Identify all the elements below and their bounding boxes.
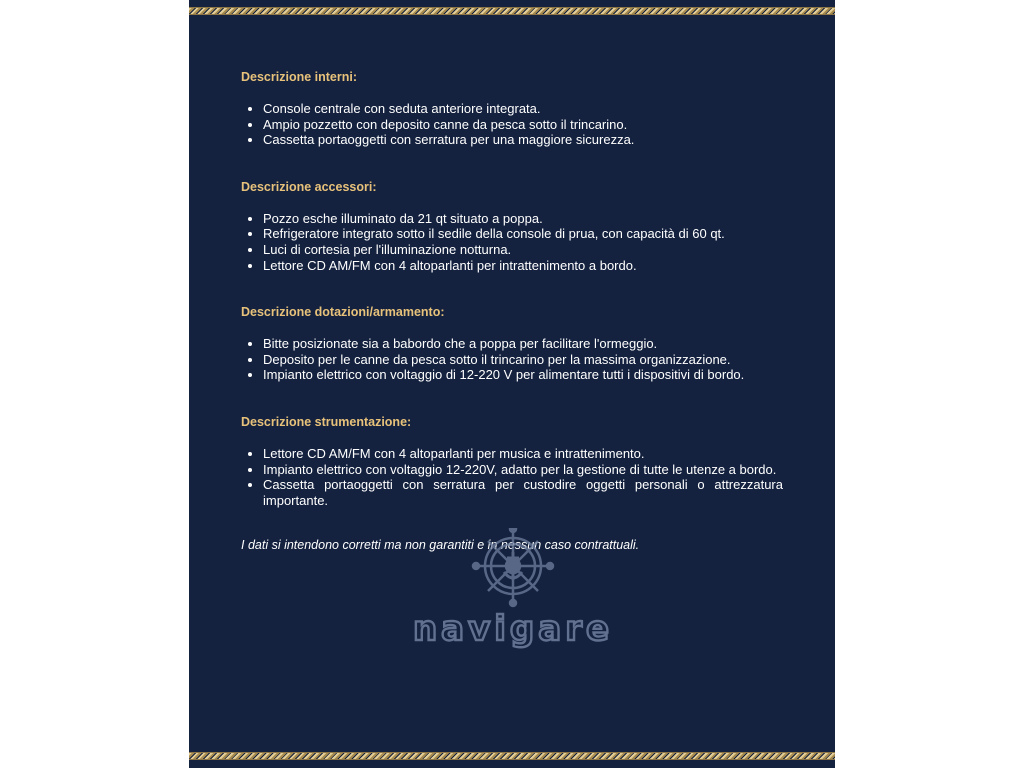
section-heading: Descrizione accessori:: [241, 179, 377, 194]
section-accessori: [241, 178, 783, 273]
list-item: • Deposito per le canne da pesca sotto il trincarino per la massima organizzazione.: [263, 352, 783, 368]
list-item: • Lettore CD AM/FM con 4 altoparlanti per intrattenimento a bordo.: [263, 258, 783, 274]
list-item: • Luci di cortesia per l'illuminazione notturna.: [263, 242, 783, 258]
list-item: • Ampio pozzetto con deposito canne da pesca sotto il trincarino.: [263, 117, 783, 133]
disclaimer: I dati si intendono corretti ma non garantiti e in nessun caso contrattuali.: [241, 538, 640, 553]
section-dotazioni: [241, 303, 783, 383]
ship-wheel-anchor-icon: [473, 528, 553, 606]
section-heading: Descrizione dotazioni/armamento:: [241, 305, 445, 320]
document-content: [241, 68, 783, 566]
item-list: [241, 446, 783, 508]
section-heading: Descrizione strumentazione:: [241, 414, 412, 429]
list-item: • Console centrale con seduta anteriore integrata.: [263, 101, 783, 117]
watermark-text: navigare: [412, 609, 614, 649]
list-item: • Cassetta portaoggetti con serratura per una maggiore sicurezza.: [263, 132, 783, 148]
navigare-watermark: [363, 528, 663, 653]
item-list: [241, 101, 783, 148]
list-item: • Pozzo esche illuminato da 21 qt situato a poppa.: [263, 211, 783, 227]
section-interni: [241, 68, 783, 148]
list-item: • Bitte posizionate sia a babordo che a poppa per facilitare l'ormeggio.: [263, 336, 783, 352]
list-item: • Impianto elettrico con voltaggio 12-220V, adatto per la gestione di tutte le utenze a bordo.: [263, 462, 783, 478]
section-strumentazione: [241, 413, 783, 508]
item-list: [241, 211, 783, 273]
item-list: [241, 336, 783, 383]
rope-border-bottom: [189, 752, 835, 760]
document-page: [189, 0, 835, 768]
list-item: • Refrigeratore integrato sotto il sedile della console di prua, con capacità di 60 qt.: [263, 226, 783, 242]
list-item: • Lettore CD AM/FM con 4 altoparlanti per musica e intrattenimento.: [263, 446, 783, 462]
list-item: • Impianto elettrico con voltaggio di 12-220 V per alimentare tutti i dispositivi di bordo.: [263, 367, 783, 383]
section-heading: Descrizione interni:: [241, 70, 357, 84]
list-item: • Cassetta portaoggetti con serratura per custodire oggetti personali o attrezzatura importante.: [263, 477, 783, 508]
rope-border-top: [189, 7, 835, 15]
